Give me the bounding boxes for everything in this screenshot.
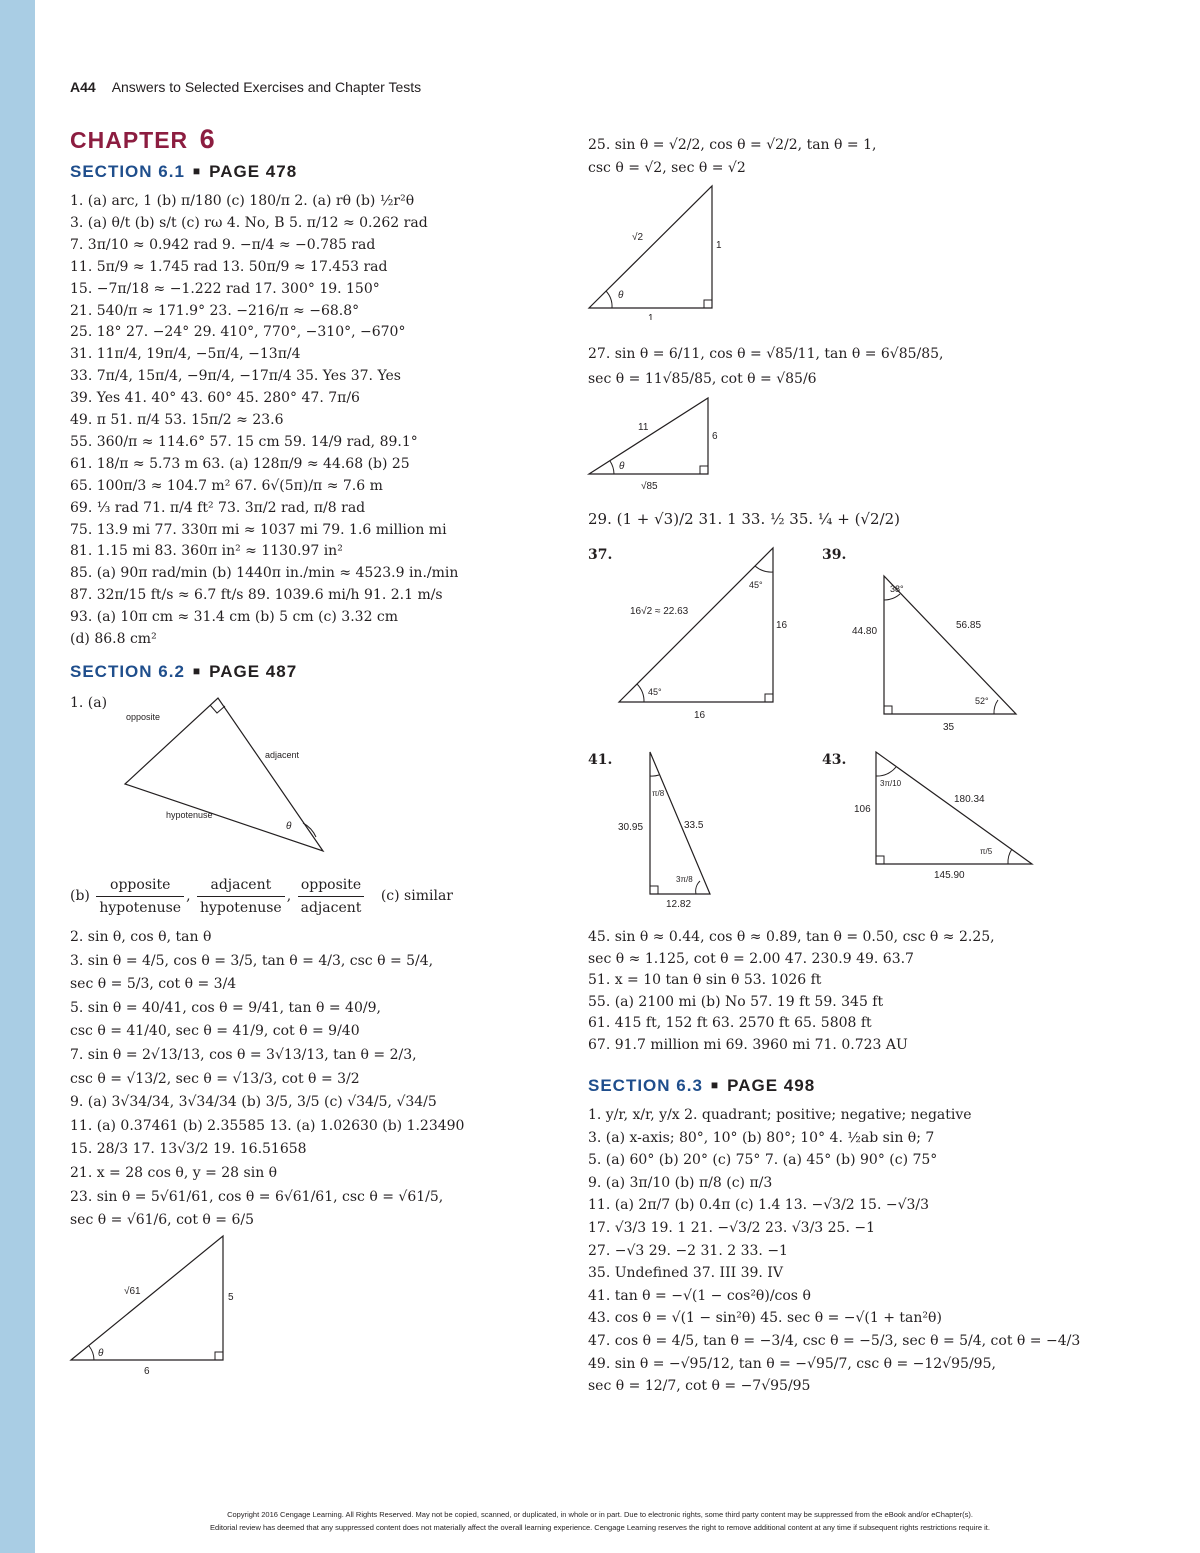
chapter-label: CHAPTER [70, 127, 189, 153]
triangle-figure-41 [612, 748, 722, 913]
label-opp: 6 [712, 431, 718, 442]
label-angle-top: 45° [749, 580, 763, 590]
label-base: 16 [694, 710, 706, 721]
label-opposite: opposite [126, 712, 161, 722]
answer-line: 11. (a) 0.37461 (b) 2.35585 13. (a) 1.02630 (b) 1.23490 [70, 1117, 465, 1134]
fraction-opp-hyp: $\frac{\text{opposite}}{\text{hypotenuse}}$ [96, 874, 184, 919]
answer-line: 31. 11π/4, 19π/4, −5π/4, −13π/4 [70, 346, 301, 363]
answers-29-35: 29. (1 + √3)/2 31. 1 33. ½ 35. ¼ + (√2/2) [588, 510, 900, 528]
label-side: 16 [776, 620, 788, 631]
label-angle-base: π/5 [980, 847, 993, 856]
triangle-figure-1a [120, 694, 330, 854]
label-hyp: 180.34 [954, 794, 985, 805]
label-angle-top: π/8 [652, 789, 665, 798]
label-43: 43. [822, 752, 847, 768]
answer-line: 3. (a) θ/t (b) s/t (c) rω 4. No, B 5. π/12 ≈ 0.262 rad [70, 214, 428, 231]
answer-line: 3. (a) x-axis; 80°, 10° (b) 80°; 10° 4. ½ab sin θ; 7 [588, 1129, 935, 1146]
answer-line: sec θ = 5/3, cot θ = 3/4 [70, 976, 237, 993]
answer-line: csc θ = √2, sec θ = √2 [588, 160, 746, 176]
answer-line: 27. sin θ = 6/11, cos θ = √85/11, tan θ = 6√85/85, [588, 346, 944, 362]
answer-line: 1. y/r, x/r, y/x 2. quadrant; positive; negative; negative [588, 1107, 972, 1123]
answer-line: csc θ = 41/40, sec θ = 41/9, cot θ = 9/40 [70, 1023, 360, 1040]
answer-line: 87. 32π/15 ft/s ≈ 6.7 ft/s 89. 1039.6 mi/h 91. 2.1 m/s [70, 587, 443, 604]
page-edge-band [0, 0, 35, 1553]
answer-line: csc θ = √13/2, sec θ = √13/3, cot θ = 3/2 [70, 1070, 360, 1087]
answer-line: 7. sin θ = 2√13/13, cos θ = 3√13/13, tan θ = 2/3, [70, 1047, 417, 1063]
answer-line: 61. 415 ft, 152 ft 63. 2570 ft 65. 5808 ft [588, 1015, 872, 1031]
section-heading-6-1: SECTION 6.1 ■ PAGE 478 [70, 162, 298, 181]
answer-line: 11. 5π/9 ≈ 1.745 rad 13. 50π/9 ≈ 17.453 rad [70, 258, 388, 275]
answer-line: 43. cos θ = √(1 − sin²θ) 45. sec θ = −√(1 + tan²θ) [588, 1310, 942, 1327]
label-adj: √85 [641, 481, 658, 492]
answer-line: 81. 1.15 mi 83. 360π in² ≈ 1130.97 in² [70, 543, 343, 560]
fraction-opp-adj: $\frac{\text{opposite}}{\text{adjacent}}$ [298, 874, 365, 919]
label-left: 106 [854, 804, 871, 815]
label-theta: θ [618, 290, 624, 301]
answer-line: 85. (a) 90π rad/min (b) 1440π in./min ≈ 4523.9 in./min [70, 565, 459, 582]
answer-line: 65. 100π/3 ≈ 104.7 m² 67. 6√(5π)/π ≈ 7.6 m [70, 477, 383, 494]
label-base: 35 [943, 722, 955, 733]
answer-line: 11. (a) 2π/7 (b) 0.4π (c) 1.4 13. −√3/2 15. −√3/3 [588, 1197, 930, 1214]
label-left: 44.80 [852, 626, 878, 637]
label-adj: 1 [648, 313, 654, 320]
answer-line: 33. 7π/4, 15π/4, −9π/4, −17π/4 35. Yes 37. Yes [70, 368, 401, 385]
answer-line: 23. sin θ = 5√61/61, cos θ = 6√61/61, csc θ = √61/5, [70, 1188, 444, 1205]
answer-line: 7. 3π/10 ≈ 0.942 rad 9. −π/4 ≈ −0.785 rad [70, 236, 376, 253]
triangle-figure-23 [68, 1232, 238, 1380]
answer-line: sec θ = 11√85/85, cot θ = √85/6 [588, 371, 817, 387]
answer-line: 9. (a) 3π/10 (b) π/8 (c) π/3 [588, 1174, 773, 1191]
answer-line: 1. (a) arc, 1 (b) π/180 (c) 180/π 2. (a) rθ (b) ½r²θ [70, 193, 415, 209]
triangle-figure-43 [850, 746, 1040, 882]
answer-line: 17. √3/3 19. 1 21. −√3/2 23. √3/3 25. −1 [588, 1220, 876, 1236]
answer-line: 25. sin θ = √2/2, cos θ = √2/2, tan θ = 1, [588, 137, 877, 153]
answer-line: 51. x = 10 tan θ sin θ 53. 1026 ft [588, 972, 822, 988]
label-hyp: √61 [124, 1286, 141, 1297]
header-title: Answers to Selected Exercises and Chapter Tests [111, 79, 422, 95]
answer-line: 41. tan θ = −√(1 − cos²θ)/cos θ [588, 1287, 811, 1304]
label-angle-base: 52° [975, 696, 989, 706]
answer-line: sec θ ≈ 1.125, cot θ = 2.00 47. 230.9 49. 63.7 [588, 950, 914, 967]
answer-1a-label: 1. (a) [70, 695, 108, 711]
label-adj: 6 [144, 1366, 150, 1377]
running-header [70, 79, 421, 95]
answer-line: 9. (a) 3√34/34, 3√34/34 (b) 3/5, 3/5 (c) √34/5, √34/5 [70, 1094, 437, 1111]
answer-line: 93. (a) 10π cm ≈ 31.4 cm (b) 5 cm (c) 3.32 cm [70, 609, 399, 626]
answer-line: 75. 13.9 mi 77. 330π mi ≈ 1037 mi 79. 1.6 million mi [70, 521, 447, 538]
answer-line: 55. 360/π ≈ 114.6° 57. 15 cm 59. 14/9 rad, 89.1° [70, 433, 418, 450]
section-heading-6-2: SECTION 6.2 ■ PAGE 487 [70, 662, 298, 681]
answer-line: 61. 18/π ≈ 5.73 m 63. (a) 128π/9 ≈ 44.68 (b) 25 [70, 455, 410, 472]
answer-line: 25. 18° 27. −24° 29. 410°, 770°, −310°, −670° [70, 324, 406, 341]
answer-line: 15. 28/3 17. 13√3/2 19. 16.51658 [70, 1141, 307, 1158]
answer-line: 35. Undefined 37. III 39. IV [588, 1265, 783, 1282]
answer-line: 15. −7π/18 ≈ −1.222 rad 17. 300° 19. 150° [70, 280, 380, 297]
label-angle-base: 3π/8 [676, 875, 693, 884]
label-37: 37. [588, 547, 613, 563]
answer-line: 21. 540/π ≈ 171.9° 23. −216/π ≈ −68.8° [70, 302, 360, 319]
label-hyp: 56.85 [956, 620, 982, 631]
answer-line: 49. sin θ = −√95/12, tan θ = −√95/7, csc θ = −12√95/95, [588, 1355, 996, 1372]
copyright-line-1: Copyright 2016 Cengage Learning. All Rights Reserved. May not be copied, scanned, or duplicated, in whole or in part. Due to electronic rights, some third party content may be suppressed from the eBook and/or eChapter(s). [227, 1510, 973, 1519]
answer-line: 21. x = 28 cos θ, y = 28 sin θ [70, 1165, 278, 1181]
label-angle-base: 45° [648, 687, 662, 697]
answer-line: 67. 91.7 million mi 69. 3960 mi 71. 0.723 AU [588, 1036, 908, 1053]
page-id: A44 [70, 79, 96, 95]
label-adjacent: adjacent [265, 750, 300, 760]
answer-line: 45. sin θ ≈ 0.44, cos θ ≈ 0.89, tan θ = 0.50, csc θ ≈ 2.25, [588, 929, 995, 945]
label-left: 30.95 [618, 822, 644, 833]
answer-line: 69. ⅓ rad 71. π/4 ft² 73. 3π/2 rad, π/8 rad [70, 499, 366, 516]
triangle-figure-37 [610, 540, 795, 725]
label-hyp: 33.5 [684, 820, 704, 831]
label-hyp: √2 [632, 232, 644, 243]
label-hyp: 16√2 ≈ 22.63 [630, 606, 689, 617]
answer-1b-1c: (b) $\frac{\text{opposite}}{\text{hypotenuse}}$ , $\frac{\text{adjacent}}{\text{hypotenuse}}$ , $\frac{\text{opposite}}{\text{adjacent}}$ (c) similar [70, 872, 453, 920]
chapter-number: 6 [199, 124, 216, 154]
answer-line: 2. sin θ, cos θ, tan θ [70, 929, 212, 945]
section-heading-6-3: SECTION 6.3 ■ PAGE 498 [588, 1076, 816, 1095]
answer-line: 5. sin θ = 40/41, cos θ = 9/41, tan θ = 40/9, [70, 999, 381, 1016]
label-hyp: 11 [638, 422, 649, 433]
fraction-adj-hyp: $\frac{\text{adjacent}}{\text{hypotenuse}}$ [197, 874, 285, 919]
label-opp: 5 [228, 1292, 234, 1303]
triangle-figure-27 [586, 394, 726, 494]
triangle-figure-25 [586, 180, 726, 320]
label-base: 145.90 [934, 870, 965, 881]
label-base: 12.82 [666, 899, 692, 910]
label-angle-top: 38° [890, 584, 904, 594]
answer-line: 39. Yes 41. 40° 43. 60° 45. 280° 47. 7π/6 [70, 390, 360, 407]
label-theta: θ [98, 1348, 104, 1359]
answer-line: 47. cos θ = 4/5, tan θ = −3/4, csc θ = −5/3, sec θ = 5/4, cot θ = −4/3 [588, 1333, 1081, 1349]
triangle-figure-39 [848, 568, 1028, 733]
answer-line: 5. (a) 60° (b) 20° (c) 75° 7. (a) 45° (b) 90° (c) 75° [588, 1152, 938, 1169]
label-39: 39. [822, 547, 847, 563]
label-41: 41. [588, 752, 613, 768]
copyright-line-2: Editorial review has deemed that any suppressed content does not materially affect the overall learning experience. Cengage Learning reserves the right to remove additional content at any time if subsequent rights restrictions require it. [210, 1523, 990, 1532]
answer-line: 3. sin θ = 4/5, cos θ = 3/5, tan θ = 4/3, csc θ = 5/4, [70, 952, 434, 969]
label-opp: 1 [716, 240, 722, 251]
answer-line: 55. (a) 2100 mi (b) No 57. 19 ft 59. 345 ft [588, 993, 884, 1010]
chapter-heading [70, 124, 216, 155]
answer-line: 27. −√3 29. −2 31. 2 33. −1 [588, 1242, 788, 1259]
answer-line: sec θ = 12/7, cot θ = −7√95/95 [588, 1378, 811, 1395]
answer-line: sec θ = √61/6, cot θ = 6/5 [70, 1212, 255, 1229]
label-theta: θ [286, 821, 292, 832]
answer-line: 49. π 51. π/4 53. 15π/2 ≈ 23.6 [70, 412, 284, 428]
answer-line: (d) 86.8 cm² [70, 631, 157, 647]
label-theta: θ [619, 461, 625, 472]
label-angle-top: 3π/10 [880, 779, 902, 788]
label-hypotenuse: hypotenuse [166, 810, 213, 820]
